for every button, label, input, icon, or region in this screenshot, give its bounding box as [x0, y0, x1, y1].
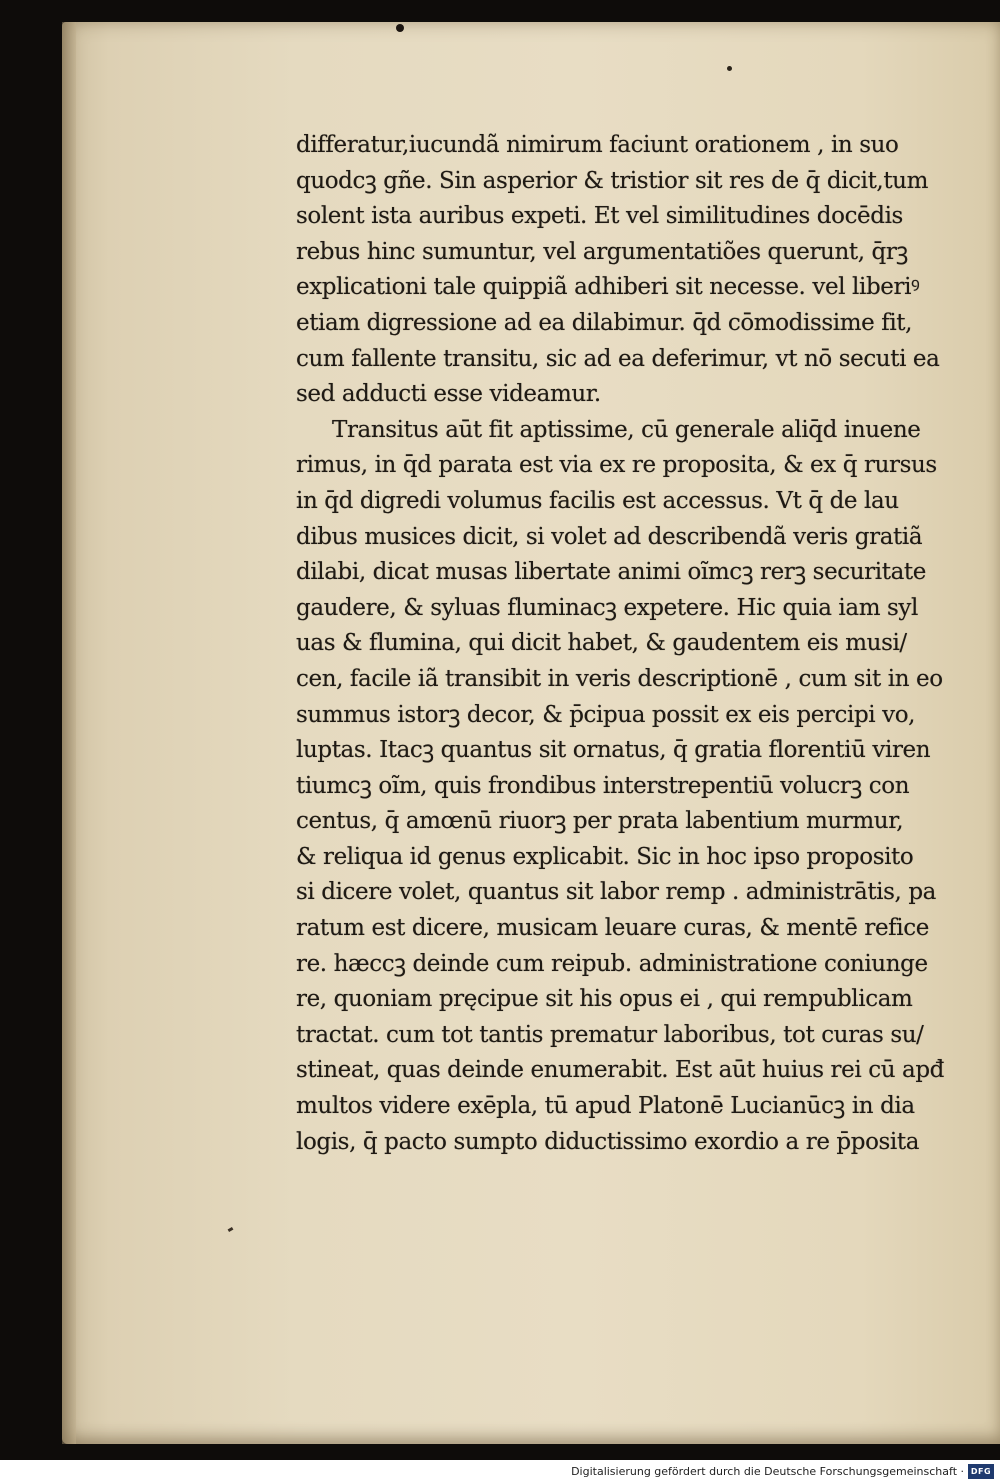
text-line-17: summus istorꝫ decor, & p̄cipua possit ex eis percipi vo,	[296, 701, 916, 728]
footer-credit: Digitalisierung gefördert durch die Deutsche Forschungsgemeinschaft ·	[571, 1465, 964, 1478]
text-line-6: etiam digressione ad ea dilabimur. q̄d cōmodissime fit,	[296, 309, 913, 336]
text-line-20: centus, q̄ amœnū riuorꝫ per prata labentium murmur,	[296, 808, 904, 835]
text-line-16: cen, facile iã transibit in veris descriptionē , cum sit in eo	[296, 665, 943, 692]
text-line-10: rimus, in q̄d parata est via ex re proposita, & ex q̄ rursus	[296, 452, 937, 479]
text-line-28: multos videre exēpla, tū apud Platonē Lucianūcꝫ in dia	[296, 1093, 915, 1120]
text-line-4: rebus hinc sumuntur, vel argumentatiões querunt, q̄rꝫ	[296, 238, 908, 265]
text-line-9: Transitus aūt fit aptissime, cū generale aliq̄d inuene	[332, 416, 921, 443]
text-line-11: in q̄d digredi volumus facilis est accessus. Vt q̄ de lau	[296, 487, 899, 514]
text-line-2: quodcꝫ gñe. Sin asperior & tristior sit res de q̄ dicit,tum	[296, 167, 928, 194]
text-line-22: si dicere volet, quantus sit labor remp . administrātis, pa	[296, 879, 936, 906]
text-line-13: dilabi, dicat musas libertate animi oĩmcꝫ rerꝫ securitate	[296, 559, 926, 586]
text-line-23: ratum est dicere, musicam leuare curas, & mentē refice	[296, 915, 929, 942]
text-line-18: luptas. Itacꝫ quantus sit ornatus, q̄ gratia florentiū viren	[296, 737, 931, 764]
text-line-8: sed adducti esse videamur.	[296, 381, 601, 408]
text-line-3: solent ista auribus expeti. Et vel similitudines docēdis	[296, 203, 903, 230]
text-line-7: cum fallente transitu, sic ad ea deferimur, vt nō secuti ea	[296, 345, 940, 372]
text-line-25: re, quoniam pręcipue sit his opus ei , qui rempublicam	[296, 986, 913, 1013]
ink-dot	[727, 66, 732, 71]
dfg-logo: DFG	[968, 1464, 994, 1479]
text-line-26: tractat. cum tot tantis prematur laboribus, tot curas su/	[296, 1021, 924, 1048]
text-line-19: tiumcꝫ oĩm, quis frondibus interstrepentiū volucrꝫ con	[296, 772, 910, 799]
text-line-12: dibus musices dicit, si volet ad describendã veris gratiã	[296, 523, 923, 550]
text-line-29: logis, q̄ pacto sumpto diductissimo exordio a re p̄posita	[296, 1128, 920, 1155]
text-line-5: explicationi tale quippiã adhiberi sit necesse. vel liberiꝰ	[296, 274, 920, 301]
text-line-1: differatur,iucundã nimirum faciunt orationem , in suo	[296, 132, 899, 158]
text-line-14: gaudere, & syluas fluminacꝫ expetere. Hic quia iam syl	[296, 594, 918, 621]
page-gutter-shadow	[62, 22, 76, 1444]
text-line-21: & reliqua id genus explicabit. Sic in hoc ipso proposito	[296, 843, 914, 870]
text-line-15: uas & flumina, qui dicit habet, & gaudentem eis musi/	[296, 630, 907, 657]
text-line-24: re. hæccꝫ deinde cum reipub. administratione coniunge	[296, 950, 928, 977]
body-text	[296, 128, 976, 1160]
ink-mark-top	[396, 24, 404, 32]
text-line-27: stineat, quas deinde enumerabit. Est aūt huius rei cū apđ	[296, 1057, 944, 1084]
